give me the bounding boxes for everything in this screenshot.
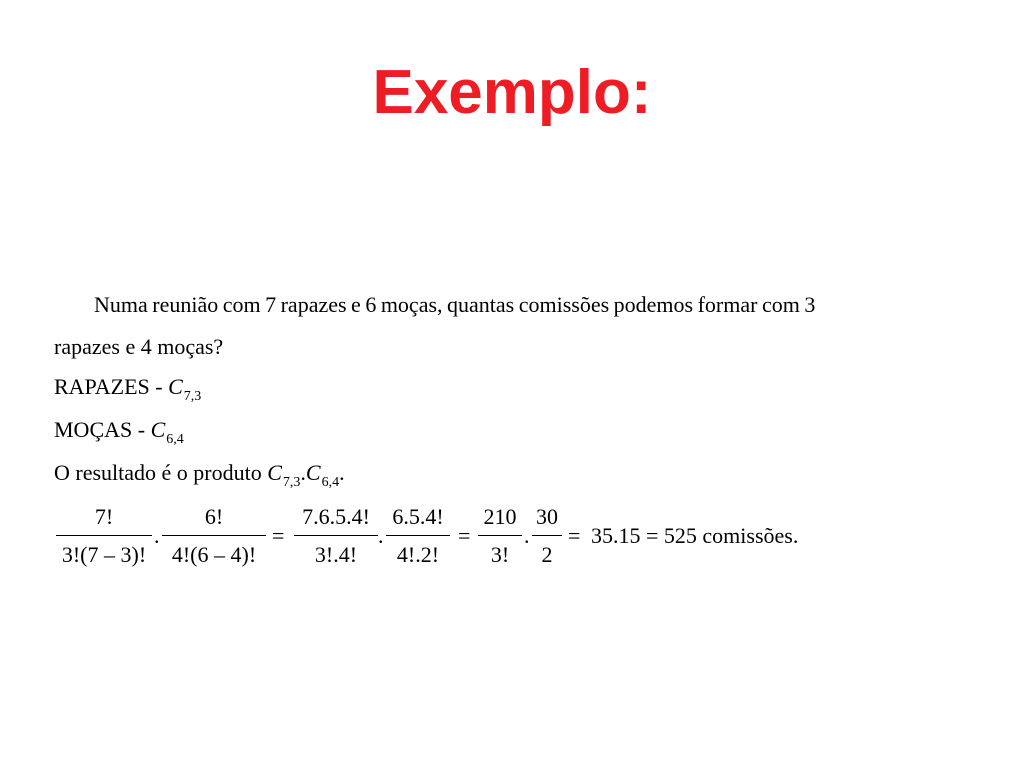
fraction-numerator: 210 <box>483 504 517 529</box>
result-line <box>54 462 345 490</box>
fraction-bar <box>386 535 450 536</box>
combination-subscript: 7,3 <box>282 475 301 490</box>
combination-symbol: C <box>150 417 166 442</box>
equals-sign: = <box>568 523 581 548</box>
fraction-denominator: 3! <box>490 542 510 567</box>
fraction-bar <box>294 535 378 536</box>
fraction-denominator: 4!(6 – 4)! <box>171 542 257 567</box>
sentence-period: . <box>339 460 345 485</box>
fraction-bar <box>478 535 522 536</box>
combination-subscript: 6,4 <box>166 432 184 447</box>
fraction-bar <box>56 535 152 536</box>
multiplication-dot: . <box>524 523 530 548</box>
fraction-6 <box>532 504 562 570</box>
fraction-3 <box>294 504 378 570</box>
fraction-denominator: 3!.4! <box>314 542 358 567</box>
fraction-numerator: 7.6.5.4! <box>302 504 370 529</box>
combination-subscript: 7,3 <box>183 389 202 404</box>
fraction-denominator: 4!.2! <box>396 542 440 567</box>
multiplication-dot: . <box>378 523 384 548</box>
fraction-numerator: 6.5.4! <box>392 504 444 529</box>
equation-result: 35.15 = 525 comissões. <box>591 523 799 548</box>
problem-line-1: Numa reunião com 7 rapazes e 6 moças, quantas comissões podemos formar com 3 <box>94 292 816 317</box>
fraction-bar <box>162 535 266 536</box>
combination-symbol: C <box>168 374 183 399</box>
problem-line-2: rapazes e 4 moças? <box>54 334 224 359</box>
rapazes-label: RAPAZES - <box>54 374 169 399</box>
mocas-line <box>54 419 184 447</box>
fraction-denominator: 3!(7 – 3)! <box>61 542 147 567</box>
mocas-label: MOÇAS - <box>54 417 151 442</box>
combination-subscript: 6,4 <box>321 475 340 490</box>
fraction-4 <box>386 504 450 570</box>
fraction-5 <box>478 504 522 570</box>
fraction-denominator: 2 <box>541 542 553 567</box>
product-dot: . <box>300 460 306 485</box>
rapazes-line <box>54 376 201 404</box>
fraction-numerator: 30 <box>536 504 558 529</box>
combination-symbol: C <box>305 460 321 485</box>
result-label: O resultado é o produto <box>54 460 268 485</box>
slide-title: Exemplo: <box>372 58 652 127</box>
equals-sign: = <box>272 523 285 548</box>
multiplication-dot: . <box>154 523 160 548</box>
combination-symbol: C <box>267 460 282 485</box>
fraction-1 <box>56 504 152 570</box>
fraction-numerator: 6! <box>204 504 224 529</box>
fraction-2 <box>162 504 266 570</box>
fraction-bar <box>532 535 562 536</box>
equals-sign: = <box>458 523 471 548</box>
fraction-numerator: 7! <box>94 504 114 529</box>
